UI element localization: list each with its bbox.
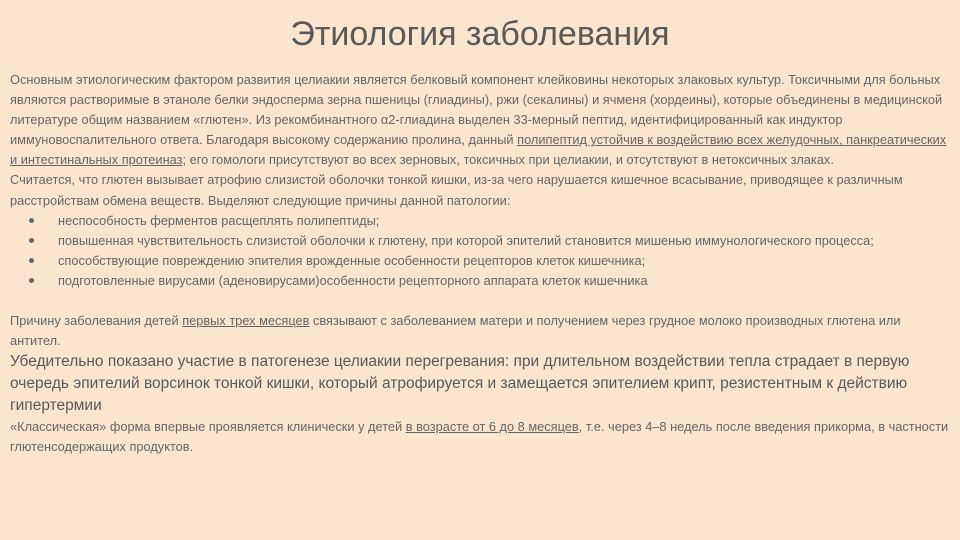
first-three-months-link[interactable]: первых трех месяцев: [182, 313, 310, 329]
slide-body: [10, 70, 950, 457]
list-item: [10, 211, 950, 231]
causes-list: [10, 211, 950, 291]
bullet-icon: [29, 238, 34, 243]
bullet-icon: [29, 258, 34, 263]
bullet-icon: [29, 218, 34, 223]
list-item-text: способствующие повреждению эпителия врожденные особенности рецепторов клеток кишечника;: [58, 252, 646, 268]
polypeptide-link[interactable]: полипептид устойчив к воздействию всех желудочных, панкреатических и интестинальных протеиназ: [10, 132, 947, 168]
paragraph-text: Причину заболевания детей: [10, 313, 183, 329]
list-item: [10, 231, 950, 251]
list-item: [10, 271, 950, 291]
paragraph-text: ; его гомологи присутствуют во всех зерновых, токсичных при целиакии, и отсутствуют в нетоксичных злаках.: [182, 152, 834, 168]
bullet-icon: [29, 278, 34, 283]
spacer: [10, 291, 950, 311]
paragraph-classic-form: [10, 417, 950, 457]
paragraph-text: «Классическая» форма впервые проявляется клинически у детей: [10, 419, 406, 435]
list-item-text: неспособность ферментов расщеплять полипептиды;: [58, 212, 380, 228]
paragraph-overheating: Убедительно показано участие в патогенезе целиакии перегревания: при длительном воздействии тепла страдает в первую очередь эпителий ворсинок тонкой кишки, который атрофируется и замещается эпителием крипт, резистентным к действию гипертермии: [10, 353, 910, 415]
paragraph-text: связывают с заболеванием матери и получением через грудное молоко производных глютена или антител.: [10, 313, 901, 349]
paragraph-text: , т.е. через 4–8 недель после введения прикорма, в частности глютенсодержащих продуктов.: [10, 419, 949, 455]
slide-title: Этиология заболевания: [290, 15, 670, 53]
paragraph-etiology: [10, 70, 950, 170]
list-item-text: подготовленные вирусами (аденовирусами)особенности рецепторного аппарата клеток кишечника: [58, 272, 648, 288]
paragraph-causes: Считается, что глютен вызывает атрофию слизистой оболочки тонкой кишки, из-за чего нарушается кишечное всасывание, приводящее к различным расстройствам обмена веществ. Выделяют следующие причины данной патологии:: [10, 172, 903, 208]
list-item: [10, 251, 950, 271]
paragraph-infants: [10, 311, 950, 351]
list-item-text: повышенная чувствительность слизистой оболочки к глютену, при которой эпителий становится мишенью иммунологического процесса;: [58, 232, 874, 248]
paragraph-text: Основным этиологическим фактором развития целиакии является белковый компонент клейковины некоторых злаковых культур. Токсичными для больных являются растворимые в этаноле белки эндосперма зерна пшеницы (глиадины), ржи (секалины) и ячменя (хордеины), которые объединены в медицинской литературе общим названием «глютен». Из рекомбинантного α2-глиадина выделен 33-мерный пептид, идентифицированный как индуктор иммуновоспалительного ответа. Благодаря высокому содержанию пролина, данный: [10, 72, 943, 148]
age-6-8-months-link[interactable]: в возрасте от 6 до 8 месяцев: [405, 419, 579, 435]
